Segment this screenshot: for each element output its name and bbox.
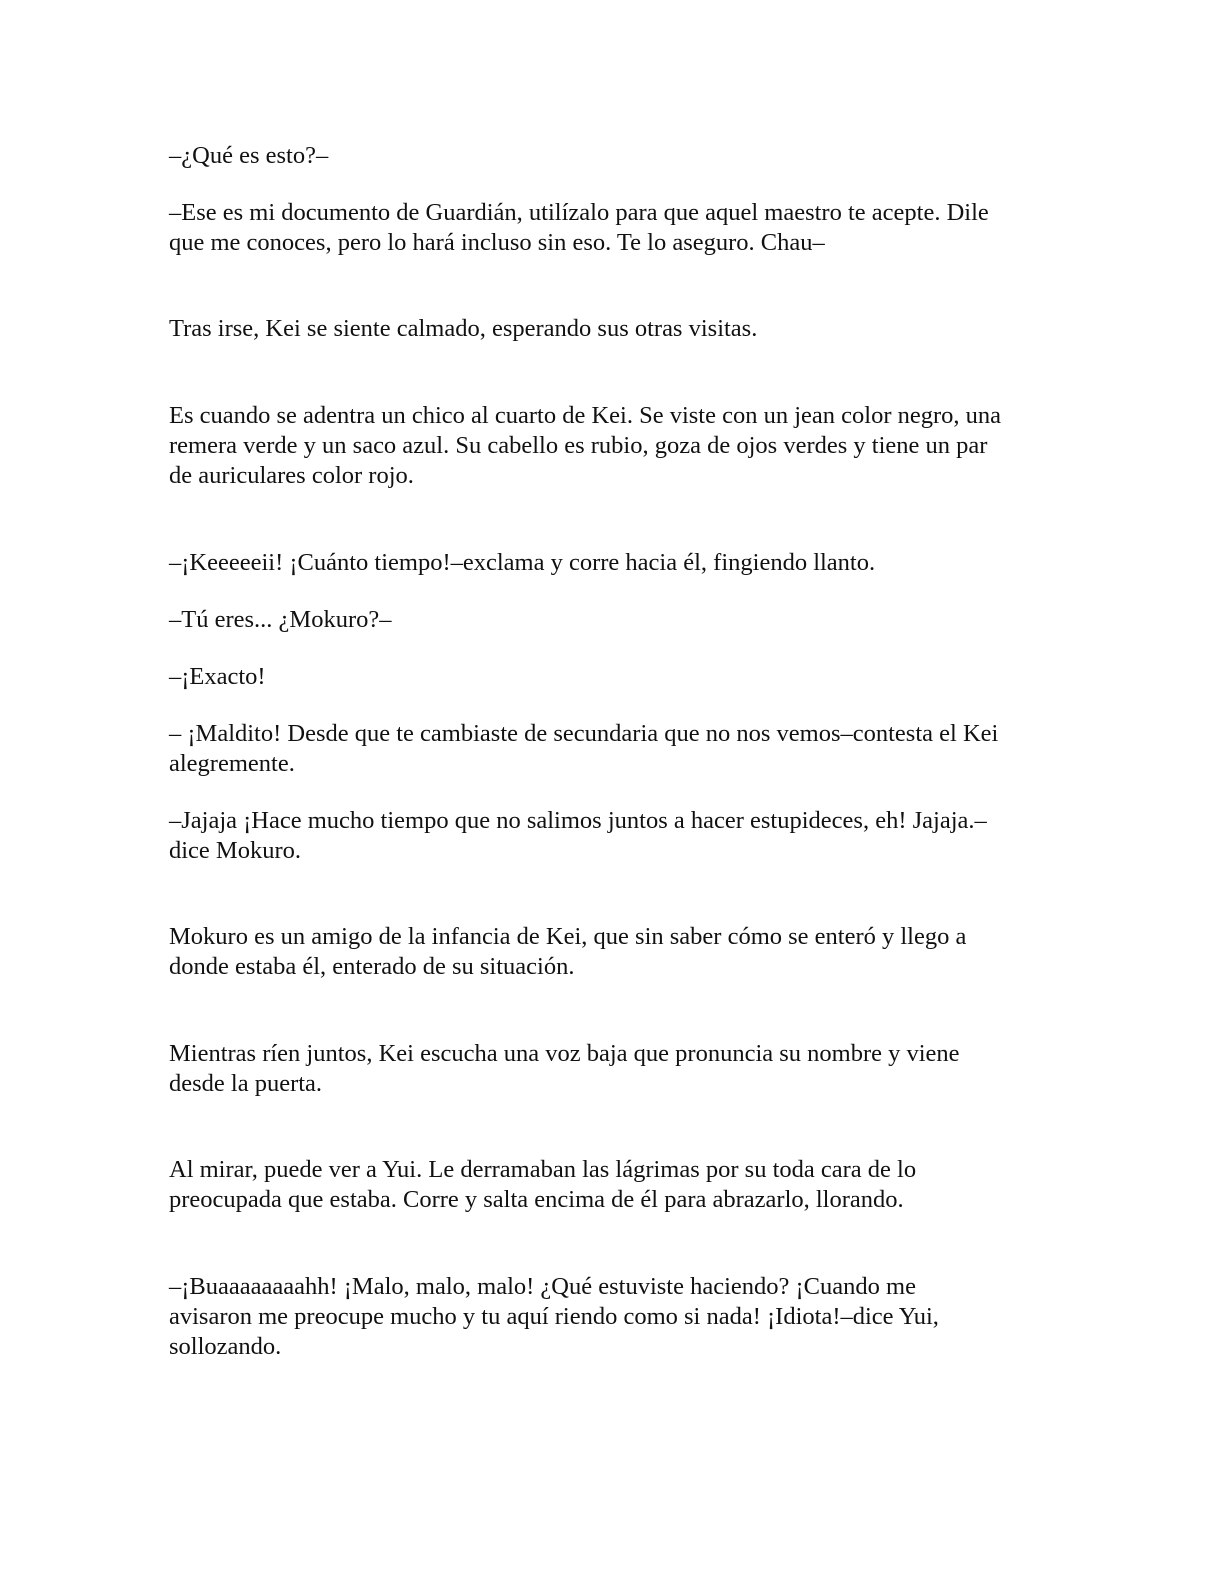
paragraph — [169, 806, 1059, 866]
paragraph-line: desde la puerta. — [169, 1070, 323, 1097]
paragraph-line: –¡Exacto! — [169, 663, 266, 690]
paragraph — [169, 605, 1059, 635]
paragraph-line: – ¡Maldito! Desde que te cambiaste de secundaria que no nos vemos–contesta el Kei — [169, 720, 999, 747]
paragraph-line: –Ese es mi documento de Guardián, utilízalo para que aquel maestro te acepte. Dile — [169, 199, 989, 226]
paragraph-line: de auriculares color rojo. — [169, 462, 414, 489]
paragraph — [169, 662, 1059, 692]
paragraph-line: Es cuando se adentra un chico al cuarto de Kei. Se viste con un jean color negro, una — [169, 402, 1002, 429]
paragraph-line: –¡Keeeeeii! ¡Cuánto tiempo!–exclama y corre hacia él, fingiendo llanto. — [169, 549, 876, 576]
paragraph-line: alegremente. — [169, 750, 295, 777]
paragraph-line: donde estaba él, enterado de su situación. — [169, 953, 575, 980]
paragraph — [169, 314, 1059, 344]
paragraph-line: –¿Qué es esto?– — [169, 142, 329, 169]
paragraph-line: Mientras ríen juntos, Kei escucha una voz baja que pronuncia su nombre y viene — [169, 1040, 960, 1067]
paragraph-line: –Tú eres... ¿Mokuro?– — [169, 606, 392, 633]
paragraph-line: Tras irse, Kei se siente calmado, esperando sus otras visitas. — [169, 315, 758, 342]
paragraph-line: remera verde y un saco azul. Su cabello es rubio, goza de ojos verdes y tiene un par — [169, 432, 988, 459]
paragraph-line: que me conoces, pero lo hará incluso sin eso. Te lo aseguro. Chau– — [169, 229, 825, 256]
paragraph — [169, 548, 1059, 578]
paragraph — [169, 141, 1059, 171]
paragraph-line: –Jajaja ¡Hace mucho tiempo que no salimos juntos a hacer estupideces, eh! Jajaja.– — [169, 807, 987, 834]
paragraph — [169, 1039, 1059, 1099]
paragraph-line: avisaron me preocupe mucho y tu aquí riendo como si nada! ¡Idiota!–dice Yui, — [169, 1303, 939, 1330]
paragraph-line: Al mirar, puede ver a Yui. Le derramaban las lágrimas por su toda cara de lo — [169, 1156, 917, 1183]
paragraph — [169, 1272, 1059, 1362]
paragraph — [169, 198, 1059, 258]
paragraph-line: –¡Buaaaaaaaahh! ¡Malo, malo, malo! ¿Qué estuviste haciendo? ¡Cuando me — [169, 1273, 916, 1300]
paragraph-line: Mokuro es un amigo de la infancia de Kei, que sin saber cómo se enteró y llego a — [169, 923, 967, 950]
paragraph — [169, 922, 1059, 982]
paragraph — [169, 401, 1059, 491]
paragraph-line: dice Mokuro. — [169, 837, 301, 864]
paragraph-line: preocupada que estaba. Corre y salta encima de él para abrazarlo, llorando. — [169, 1186, 904, 1213]
paragraph-line: sollozando. — [169, 1333, 282, 1360]
paragraph — [169, 1155, 1059, 1215]
paragraph — [169, 719, 1059, 779]
